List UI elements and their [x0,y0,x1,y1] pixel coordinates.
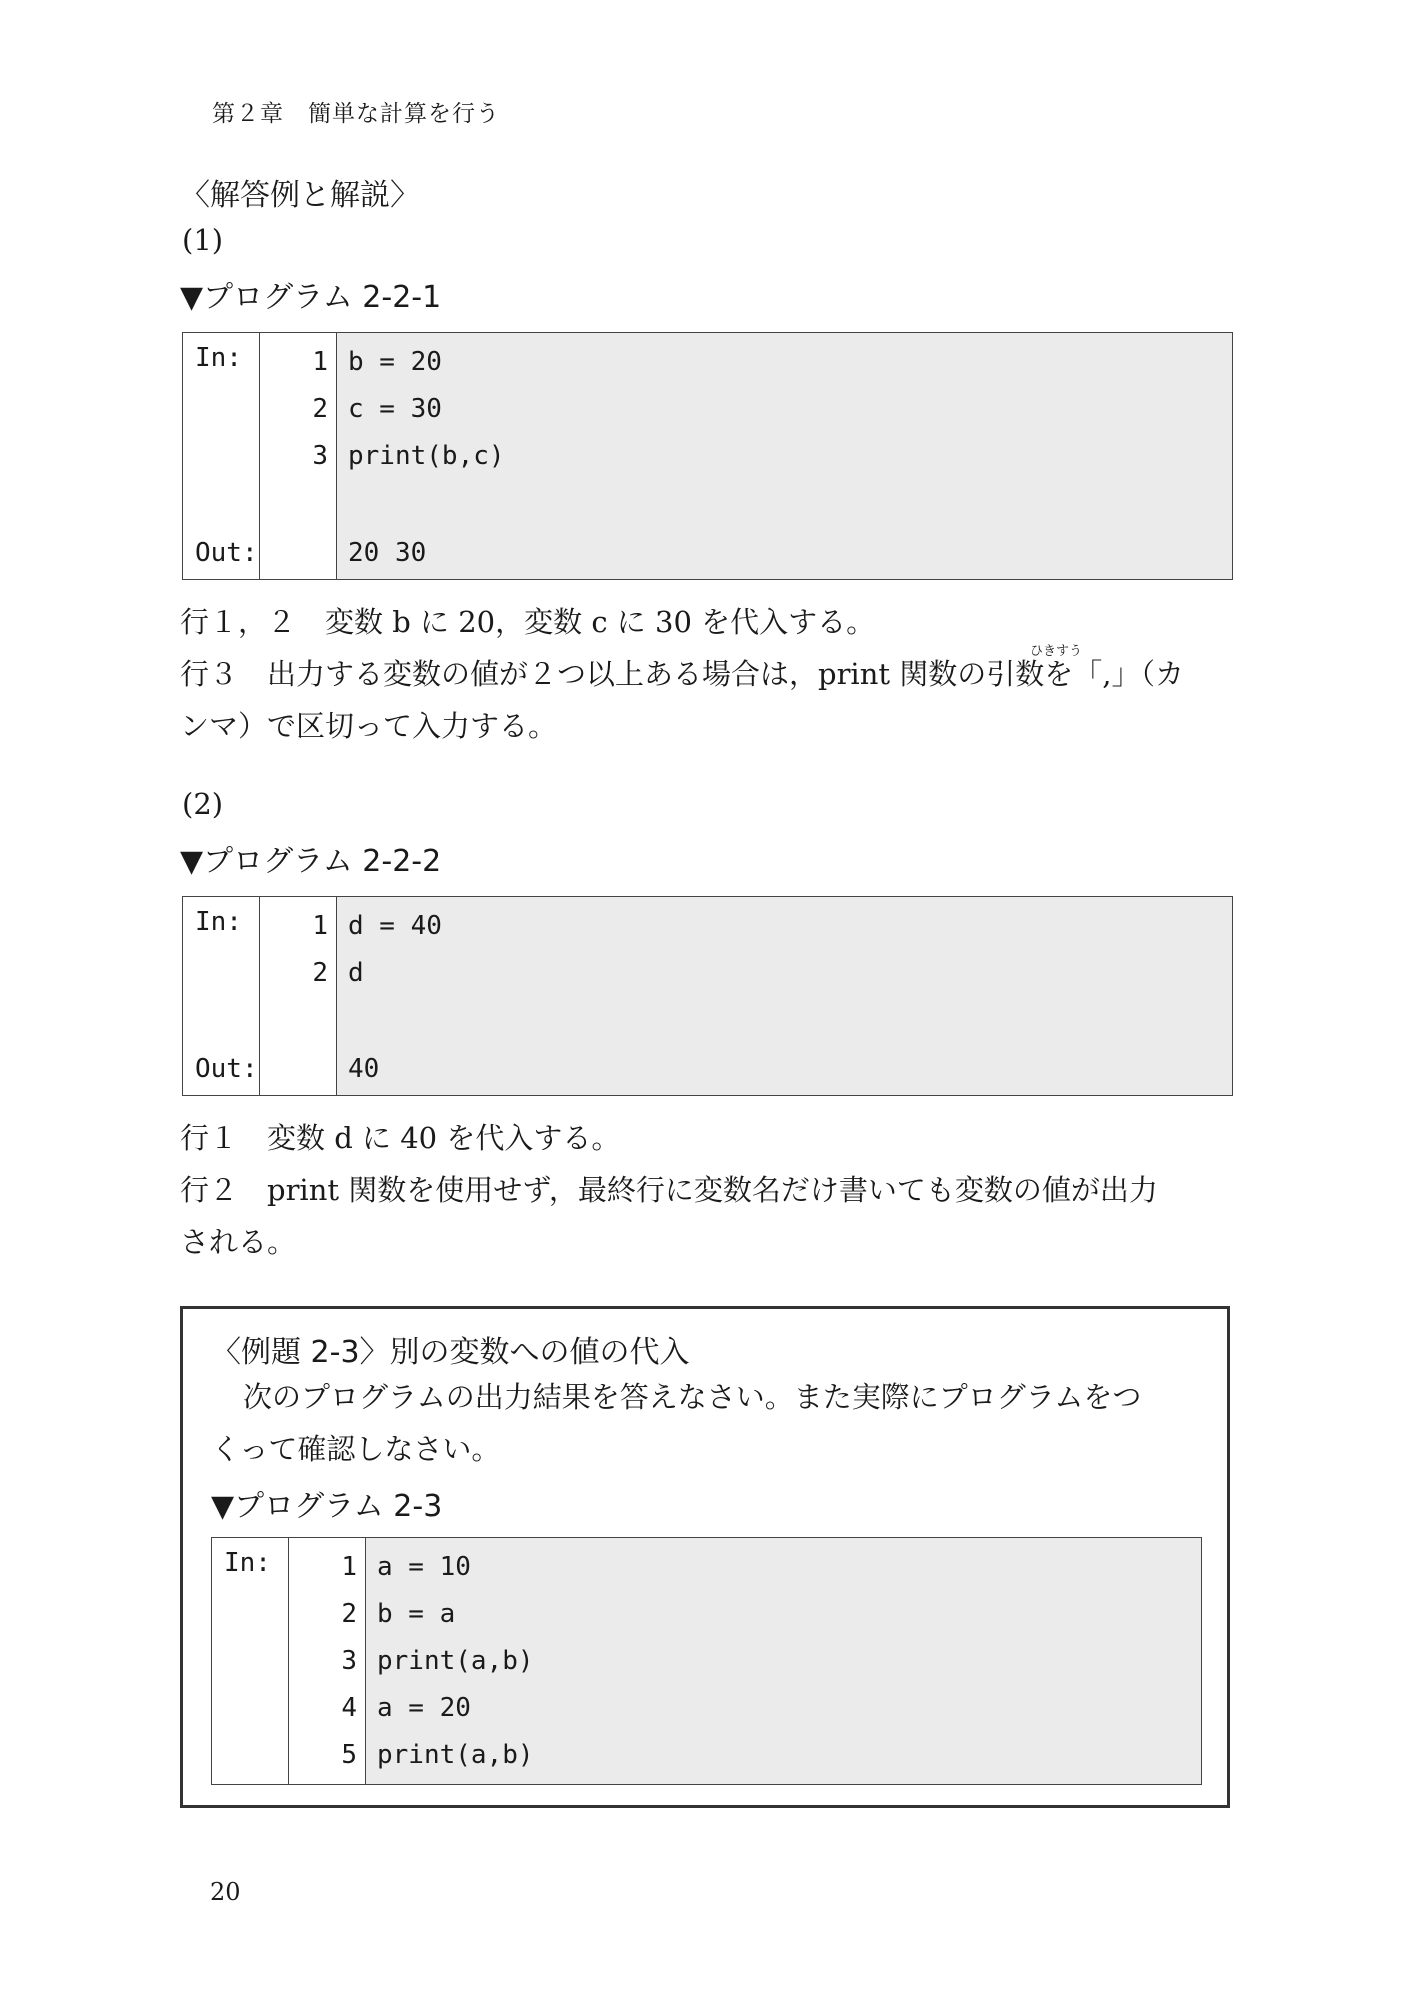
line-number: 2 [312,958,328,988]
label-column [183,897,260,1095]
code-line: b = a [377,1599,456,1629]
output-text: 20 30 [348,538,427,568]
part1-explanation-line3: ンマ）で区切って入力する。 [180,709,558,743]
line-number: 1 [341,1552,357,1582]
line-number-column [289,1538,366,1784]
example-text-line1: 次のプログラムの出力結果を答えなさい。また実際にプログラムをつ [243,1380,1142,1414]
line-number-column [260,897,337,1095]
code-line: b = 20 [348,347,442,377]
output-text: 40 [348,1054,380,1084]
line-number: 4 [341,1693,357,1723]
out-label: Out: [195,1054,258,1084]
part1-program-title: ▼プログラム 2-2-1 [180,280,442,315]
part1-explanation-line1: 行１，２ 変数 b に 20，変数 c に 30 を代入する。 [180,605,876,639]
example-box [180,1306,1230,1808]
code-line: a = 10 [377,1552,471,1582]
page-number: 20 [210,1878,241,1906]
code-block-2-2-2 [182,896,1233,1096]
example-program-title: ▼プログラム 2-3 [211,1489,443,1524]
line-number: 5 [341,1740,357,1770]
code-line: print(a,b) [377,1740,534,1770]
in-label: In: [195,907,242,937]
line-number: 1 [312,347,328,377]
code-line: d [348,958,364,988]
part1-explanation-line2: 行３ 出力する変数の値が２つ以上ある場合は，print 関数の引数を「,」（カ [180,657,1184,691]
label-column [183,333,260,579]
answer-heading: 〈解答例と解説〉 [180,178,420,213]
ruby-hikisu: ひきすう [1030,644,1083,659]
part2-explanation-line3: される。 [180,1225,297,1259]
part2-program-title: ▼プログラム 2-2-2 [180,844,442,879]
label-column [212,1538,289,1784]
line-number-column [260,333,337,579]
example-title: 〈例題 2-3〉別の変数への値の代入 [211,1335,690,1370]
line-number: 2 [312,394,328,424]
line-number: 3 [312,441,328,471]
in-label: In: [195,343,242,373]
line-number: 2 [341,1599,357,1629]
part2-label: (2) [182,787,224,821]
code-line: print(a,b) [377,1646,534,1676]
part2-explanation-line2: 行２ print 関数を使用せず，最終行に変数名だけ書いても変数の値が出力 [180,1173,1158,1207]
in-label: In: [224,1548,271,1578]
code-line: a = 20 [377,1693,471,1723]
line-number: 1 [312,911,328,941]
line-number: 3 [341,1646,357,1676]
code-block-2-2-1 [182,332,1233,580]
part2-explanation-line1: 行１ 変数 d に 40 を代入する。 [180,1121,621,1155]
out-label: Out: [195,538,258,568]
code-block-2-3 [211,1537,1202,1785]
part1-label: (1) [182,223,224,257]
code-line: c = 30 [348,394,442,424]
running-head: 第２章 簡単な計算を行う [212,101,500,127]
code-line: d = 40 [348,911,442,941]
example-text-line2: くって確認しなさい。 [211,1432,501,1466]
code-line: print(b,c) [348,441,505,471]
